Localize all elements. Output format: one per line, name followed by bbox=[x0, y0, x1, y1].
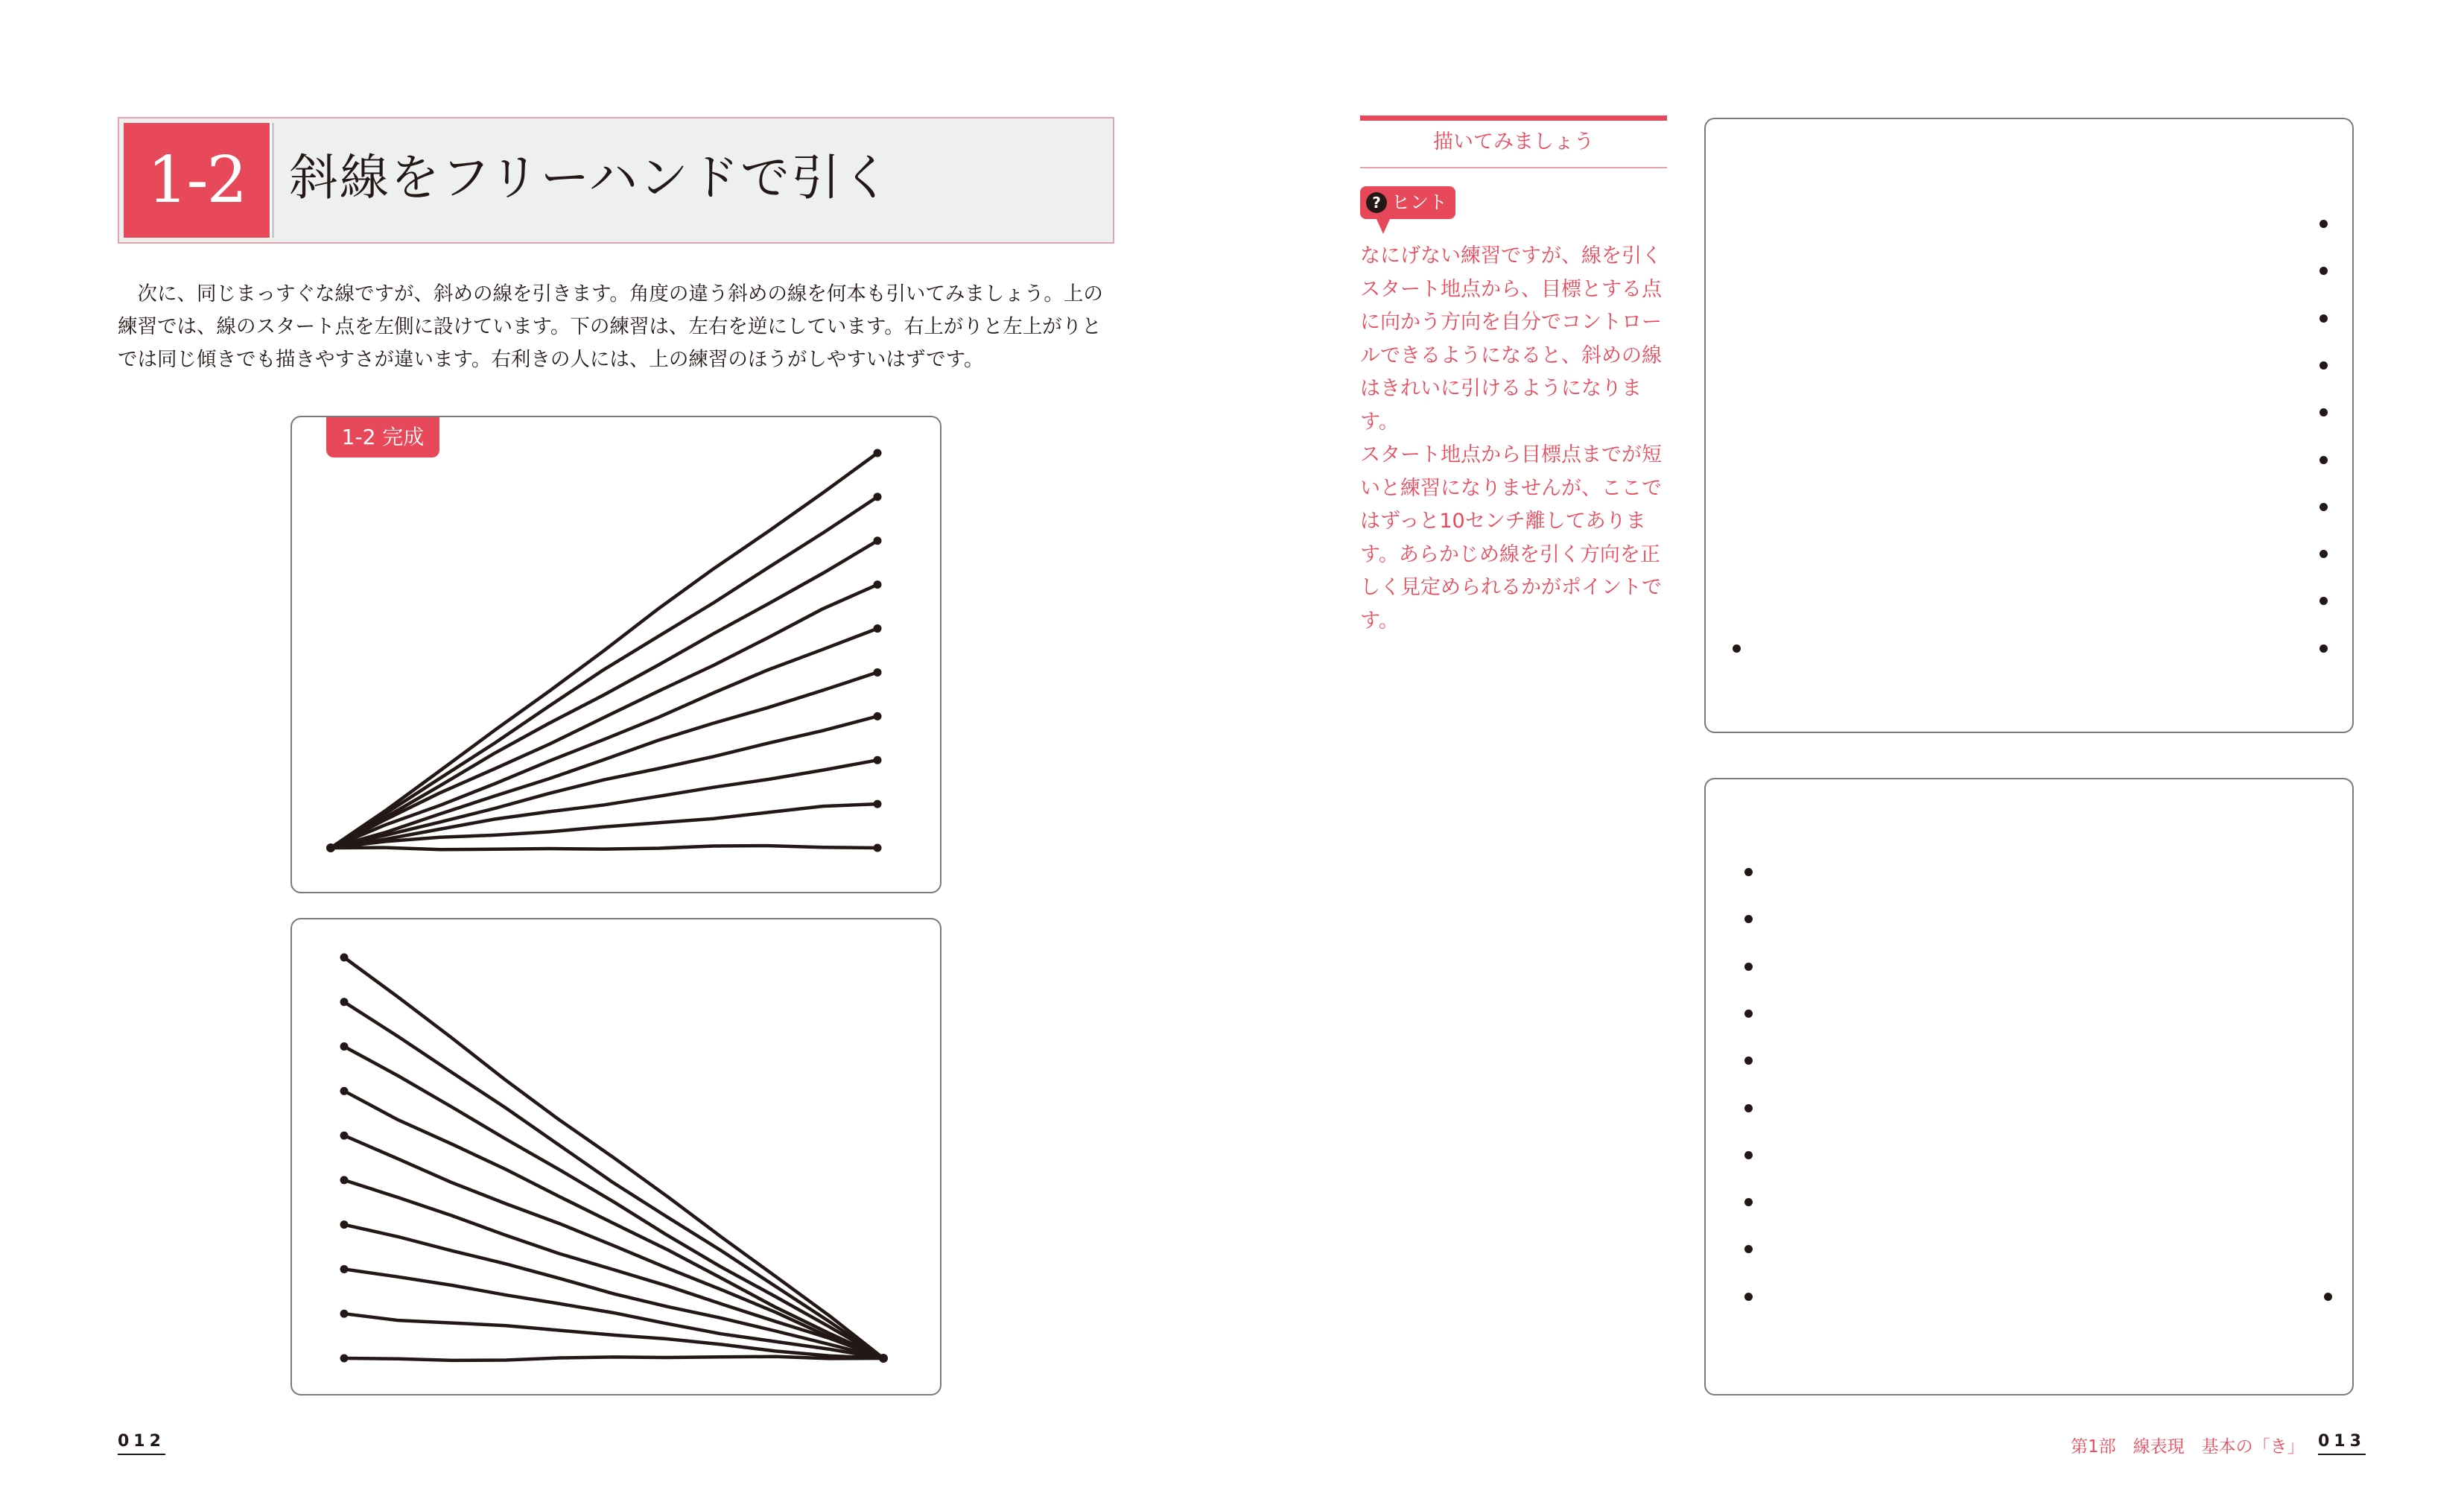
practice-dot bbox=[1744, 963, 1753, 971]
target-dot bbox=[340, 1132, 349, 1140]
practice-dot bbox=[2319, 550, 2328, 558]
try-header-label: 描いてみましょう bbox=[1433, 130, 1594, 153]
start-dot bbox=[326, 843, 335, 852]
freehand-stroke bbox=[344, 1091, 883, 1358]
practice-dot bbox=[2319, 220, 2328, 228]
try-header-rule bbox=[1360, 167, 1667, 168]
freehand-stroke bbox=[344, 1357, 883, 1360]
target-dot bbox=[874, 668, 882, 677]
try-header-bar bbox=[1360, 115, 1667, 121]
practice-dot bbox=[2319, 361, 2328, 370]
practice-dot bbox=[1733, 644, 1741, 653]
target-dot bbox=[340, 1265, 349, 1273]
hint-paragraph: なにげない練習ですが、線を引くスタート地点から、目標とする点に向かう方向を自分でコントロールできるようになると、斜めの線はきれいに引けるようになります。 bbox=[1360, 244, 1662, 434]
freehand-stroke bbox=[331, 672, 877, 848]
target-dot bbox=[874, 449, 882, 457]
practice-dot bbox=[2319, 644, 2328, 653]
target-dot bbox=[874, 536, 882, 545]
target-dot bbox=[340, 954, 349, 962]
freehand-stroke bbox=[331, 760, 877, 848]
practice-dot bbox=[1744, 1293, 1753, 1301]
target-dot bbox=[874, 800, 882, 808]
freehand-stroke bbox=[331, 453, 877, 848]
intro-text bbox=[118, 278, 1116, 376]
example-strokes-left-start bbox=[292, 417, 943, 895]
example-complete-tag: 1-2 完成 bbox=[326, 417, 439, 457]
page-number-right: 013 bbox=[2318, 1432, 2366, 1455]
practice-panel-right-start bbox=[1704, 778, 2354, 1395]
target-dot bbox=[340, 1220, 349, 1229]
practice-dot bbox=[1744, 1245, 1753, 1253]
practice-dot bbox=[2319, 503, 2328, 511]
target-dot bbox=[340, 1310, 349, 1318]
target-dot bbox=[874, 492, 882, 501]
hint-body bbox=[1360, 240, 1671, 638]
section-number-box bbox=[124, 123, 272, 238]
target-dot bbox=[340, 1087, 349, 1095]
target-dot bbox=[874, 580, 882, 589]
practice-panel-left-start bbox=[1704, 118, 2354, 733]
hint-label: ヒント bbox=[1391, 191, 1448, 213]
intro-paragraph: 次に、同じまっすぐな線ですが、斜めの線を引きます。角度の違う斜めの線を何本も引いてみましょう。上の練習では、線のスタート点を左側に設けています。下の練習は、左右を逆にしています。右上がりと左上がりとでは同じ傾きでも描きやすさが違います。右利きの人には、上の練習のほうがしやすいはずです。 bbox=[118, 282, 1103, 371]
freehand-stroke bbox=[344, 1002, 883, 1358]
freehand-stroke bbox=[344, 957, 883, 1358]
practice-dot bbox=[2319, 267, 2328, 275]
practice-dot bbox=[2319, 456, 2328, 464]
practice-dot bbox=[1744, 915, 1753, 923]
practice-dot bbox=[2324, 1293, 2332, 1301]
example-strokes-right-start bbox=[292, 919, 943, 1397]
target-dot bbox=[340, 1176, 349, 1184]
freehand-stroke bbox=[344, 1180, 883, 1358]
practice-dot bbox=[1744, 1010, 1753, 1018]
section-title: 斜線をフリーハンドで引く bbox=[289, 149, 893, 206]
practice-dot bbox=[2319, 408, 2328, 416]
hint-paragraph: スタート地点から目標点までが短いと練習になりませんが、ここではずっと10センチ離してあります。あらかじめ線を引く方向を正しく見定められるかがポイントです。 bbox=[1360, 443, 1662, 633]
target-dot bbox=[340, 998, 349, 1006]
freehand-stroke bbox=[331, 846, 877, 849]
target-dot bbox=[340, 1355, 349, 1363]
practice-dot bbox=[1744, 1151, 1753, 1159]
practice-dot bbox=[2319, 597, 2328, 605]
practice-dot bbox=[1744, 1104, 1753, 1112]
freehand-stroke bbox=[331, 804, 877, 848]
section-number: 1-2 bbox=[147, 143, 247, 218]
freehand-stroke bbox=[331, 541, 877, 848]
practice-dot bbox=[2319, 314, 2328, 323]
freehand-stroke bbox=[344, 1269, 883, 1358]
section-header bbox=[118, 117, 1114, 244]
practice-dot bbox=[1744, 868, 1753, 876]
target-dot bbox=[874, 756, 882, 764]
question-bubble-icon: ? bbox=[1366, 192, 1387, 213]
target-dot bbox=[340, 1042, 349, 1051]
practice-dot bbox=[1744, 1056, 1753, 1065]
freehand-stroke bbox=[344, 1135, 883, 1358]
example-panel-reverse bbox=[290, 918, 942, 1395]
freehand-stroke bbox=[331, 497, 877, 848]
target-dot bbox=[874, 712, 882, 720]
hint-badge-pointer bbox=[1377, 219, 1390, 234]
page-number-left: 012 bbox=[118, 1432, 165, 1455]
practice-dot bbox=[1744, 1198, 1753, 1206]
example-panel-complete bbox=[290, 416, 942, 893]
start-dot bbox=[879, 1354, 888, 1363]
target-dot bbox=[874, 844, 882, 852]
target-dot bbox=[874, 624, 882, 633]
running-footer: 第1部 線表現 基本の「き」 bbox=[2071, 1437, 2305, 1457]
